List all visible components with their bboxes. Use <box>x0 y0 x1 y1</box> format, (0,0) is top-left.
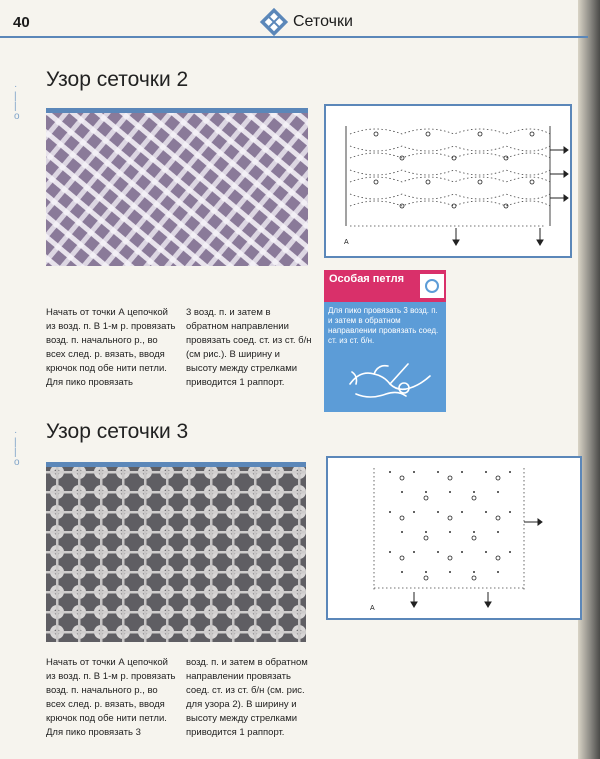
margin-mark: · | | o <box>14 427 20 468</box>
pattern-2-title: Узор сеточки 2 <box>46 68 189 91</box>
ring-icon-box <box>420 274 444 298</box>
special-loop-box <box>324 270 446 412</box>
photo-accent-bar <box>46 108 308 113</box>
pattern-3-text-column-1: Начать от точки А цепочкой из возд. п. В 1-м р. провязать возд. п. начального р., во всех след. р. вязать, вводя крючок под обе нити петли. Для пико провязать 3 <box>46 657 176 738</box>
pattern-2-text-column-1: Начать от точки А цепочкой из возд. п. В 1-м р. провязать возд. п. начального р., во всех след. р. вязать, вводя крючок под обе нити петли. Для пико провязать <box>46 307 176 388</box>
crochet-hand-illustration <box>346 354 436 406</box>
margin-mark: · | | o <box>14 81 20 122</box>
special-loop-text: Для пико провязать 3 возд. п. и затем в обратном направлении провязать соед. ст. из ст. б/н. <box>328 306 439 345</box>
header-rule <box>0 36 588 38</box>
diamond-logo-icon <box>258 6 290 38</box>
ring-icon <box>425 279 439 293</box>
pattern-3-title: Узор сеточки 3 <box>46 420 189 443</box>
book-spine-shadow <box>578 0 600 759</box>
pattern-3-text-column-2: возд. п. и затем в обратном направлении провязать соед. ст. из ст. б/н (см. рис. для узора 2). В ширину и высоту между стрелками приводится 1 раппорт. <box>186 657 308 738</box>
page-number: 40 <box>13 14 30 31</box>
diagram-start-label: A <box>344 239 349 246</box>
diagram-start-label: A <box>370 605 375 612</box>
section-title: Сеточки <box>293 13 353 30</box>
pattern-2-text-column-2: 3 возд. п. и затем в обратном направлении провязать соед. ст. из ст. б/н (см рис.). В ширину и высоту между стрелками приводится 1 раппорт. <box>186 307 312 388</box>
special-loop-title: Особая петля <box>329 273 405 285</box>
pattern-2-photo <box>46 108 308 266</box>
photo-accent-bar <box>46 462 306 467</box>
special-loop-header <box>324 270 446 302</box>
pattern-3-photo <box>46 462 306 642</box>
pattern-2-diagram <box>324 104 572 258</box>
pattern-3-diagram <box>326 456 582 620</box>
